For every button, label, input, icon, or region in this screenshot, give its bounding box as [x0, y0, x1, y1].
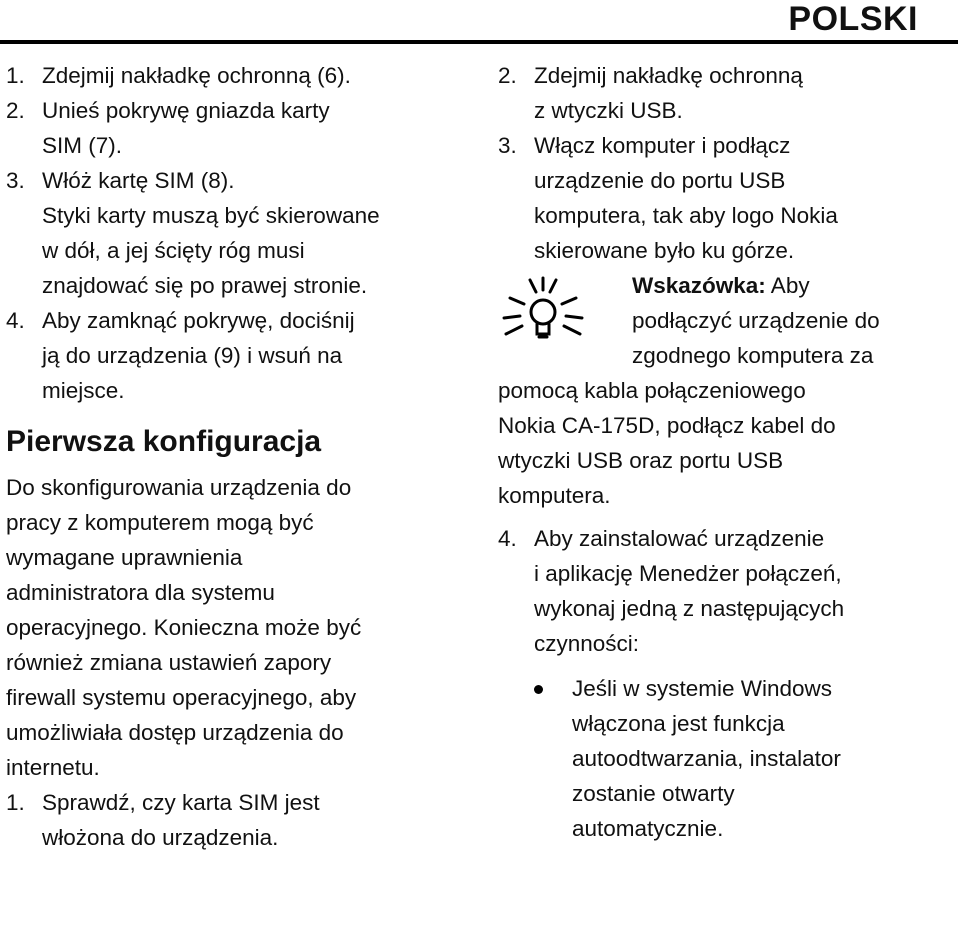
step-1-check-sim: [6, 785, 456, 855]
step-text-line: miejsce.: [42, 378, 125, 403]
step-text-line: urządzenie do portu USB: [534, 168, 786, 193]
numbered-step: [498, 128, 948, 268]
tip-line: Nokia CA-175D, podłącz kabel do: [498, 413, 836, 438]
step-text-line: Aby zainstalować urządzenie: [534, 526, 825, 551]
step-4-right: [498, 521, 948, 661]
step-number: 4.: [6, 308, 25, 333]
section-body: [6, 470, 456, 785]
step-text-line: i aplikację Menedżer połączeń,: [534, 561, 842, 586]
sim-note: [6, 198, 456, 303]
body-line: administratora dla systemu: [6, 580, 275, 605]
step-text-line: ją do urządzenia (9) i wsuń na: [42, 343, 343, 368]
body-line: firewall systemu operacyjnego, aby: [6, 685, 357, 710]
steps-list-right: [498, 58, 948, 268]
step-text-line: Włącz komputer i podłącz: [534, 133, 791, 158]
bullet-dot: [534, 685, 543, 694]
body-line: wymagane uprawnienia: [6, 545, 243, 570]
step-text-line: Unieś pokrywę gniazda karty: [42, 98, 330, 123]
step-number: 3.: [6, 168, 25, 193]
tip-label: Wskazówka:: [632, 273, 766, 298]
numbered-step: [6, 58, 456, 93]
note-line: Styki karty muszą być skierowane: [42, 203, 380, 228]
bullet-line: Jeśli w systemie Windows: [572, 676, 833, 701]
tip-line: wtyczki USB oraz portu USB: [498, 448, 784, 473]
step-number: 3.: [498, 133, 517, 158]
right-column: [498, 58, 948, 846]
note-line: w dół, a jej ścięty róg musi: [42, 238, 305, 263]
step-number: 4.: [498, 526, 517, 551]
step-text-line: Sprawdź, czy karta SIM jest: [42, 790, 320, 815]
lightbulb-icon: [498, 274, 588, 344]
step-text-line: Włóż kartę SIM (8).: [42, 168, 235, 193]
note-line: znajdować się po prawej stronie.: [42, 273, 368, 298]
numbered-step: [498, 58, 948, 128]
body-line: internetu.: [6, 755, 100, 780]
bullet-line: zostanie otwarty: [572, 781, 735, 806]
numbered-step: [6, 785, 456, 855]
tip-first-text: Aby: [765, 273, 810, 298]
step-text-line: Zdejmij nakładkę ochronną: [534, 63, 803, 88]
steps-list-a: [6, 58, 456, 198]
step-number: 2.: [6, 98, 25, 123]
tip-line: pomocą kabla połączeniowego: [498, 378, 806, 403]
step-text-line: z wtyczki USB.: [534, 98, 683, 123]
body-line: umożliwiała dostęp urządzenia do: [6, 720, 344, 745]
numbered-step: [6, 93, 456, 163]
body-line: operacyjnego. Konieczna może być: [6, 615, 362, 640]
header-rule: [0, 40, 958, 44]
tip-block: [498, 268, 948, 513]
step-text-line: skierowane było ku górze.: [534, 238, 795, 263]
step-number: 2.: [498, 63, 517, 88]
left-column: [6, 58, 456, 855]
bullet-line: autoodtwarzania, instalator: [572, 746, 841, 771]
body-line: również zmiana ustawień zapory: [6, 650, 332, 675]
bullet-text: [572, 671, 948, 846]
body-line: pracy z komputerem mogą być: [6, 510, 314, 535]
step-number: 1.: [6, 63, 25, 88]
tip-line: zgodnego komputera za: [632, 343, 874, 368]
step-text-line: Aby zamknąć pokrywę, dociśnij: [42, 308, 355, 333]
tip-full-text: [498, 373, 948, 513]
bullet-item: [498, 671, 948, 846]
numbered-step: [6, 163, 456, 198]
bullet-line: włączona jest funkcja: [572, 711, 785, 736]
tip-line: podłączyć urządzenie do: [632, 308, 880, 333]
body-line: Do skonfigurowania urządzenia do: [6, 475, 352, 500]
step-4-left: [6, 303, 456, 408]
numbered-step: [6, 303, 456, 408]
language-label: POLSKI: [788, 0, 918, 38]
section-heading: Pierwsza konfiguracja: [6, 425, 322, 458]
step-text-line: czynności:: [534, 631, 640, 656]
step-text-line: komputera, tak aby logo Nokia: [534, 203, 838, 228]
step-text-line: włożona do urządzenia.: [42, 825, 279, 850]
step-text-line: SIM (7).: [42, 133, 123, 158]
step-text-line: Zdejmij nakładkę ochronną (6).: [42, 63, 351, 88]
step-text-line: wykonaj jedną z następujących: [534, 596, 845, 621]
bullet-line: automatycznie.: [572, 816, 724, 841]
tip-line: komputera.: [498, 483, 611, 508]
numbered-step: [498, 521, 948, 661]
step-number: 1.: [6, 790, 25, 815]
